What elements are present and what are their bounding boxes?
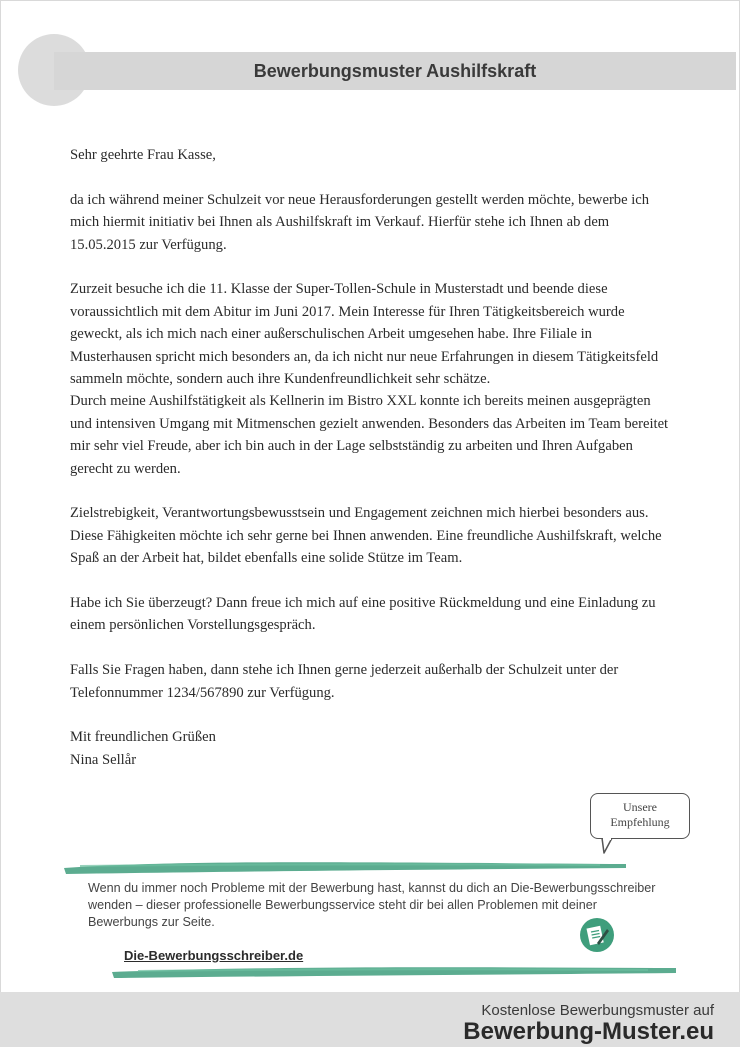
- paragraph-6: Falls Sie Fragen haben, dann stehe ich Ihnen gerne jederzeit außerhalb der Schulzeit unter der Telefonnummer 1234/567890 zur Verfügung.: [70, 662, 619, 701]
- recommendation-line-2: Empfehlung: [610, 815, 670, 829]
- paragraph-4: Zielstrebigkeit, Verantwortungsbewusstsein und Engagement zeichnen mich hierbei besonders aus. Diese Fähigkeiten möchte ich sehr gerne bei Ihnen anwenden. Eine freundliche Aushilfskraft, welche Spaß an der Arbeit hat, bildet ebenfalls eine solide Stütze im Team.: [70, 505, 662, 567]
- bubble-tail-icon: [600, 838, 614, 854]
- footer-site-name[interactable]: Bewerbung-Muster.eu: [463, 1018, 714, 1045]
- promo-text: Wenn du immer noch Probleme mit der Bewerbung hast, kannst du dich an Die-Bewerbungsschreiber wenden – dieser professionelle Bewerbungsservice steht dir bei allen Problemen mit deiner Bewerbungs zur Seite.: [88, 881, 656, 929]
- paragraph-2: Zurzeit besuche ich die 11. Klasse der Super-Tollen-Schule in Musterstadt und beende diese voraussichtlich mit dem Abitur im Juni 2017. Mein Interesse für Ihren Tätigkeitsbereich wurde geweckt, als ich mich nach einer außerschulischen Arbeit umgesehen habe. Ihre Filiale in Musterhausen spricht mich besonders an, da ich nicht nur neue Erfahrungen in diesem Tätigkeitsfeld sammeln möchte, sondern auch ihre Kundenfreundlichkeit sehr schätze.: [70, 281, 659, 388]
- pen-paper-icon: [579, 917, 615, 953]
- recommendation-bubble: [590, 793, 690, 839]
- page-title: Bewerbungsmuster Aushilfskraft: [253, 61, 537, 81]
- paragraph-1: da ich während meiner Schulzeit vor neue Herausforderungen gestellt werden möchte, bewerbe ich mich hiermit initiativ bei Ihnen als Aushilfskraft im Verkauf. Hierfür stehe ich Ihnen ab dem 15.05.2015 zur Verfügung.: [70, 191, 650, 253]
- salutation: Sehr geehrte Frau Kasse,: [70, 147, 216, 163]
- closing: Mit freundlichen Grüßen: [70, 729, 216, 746]
- recommendation-line-1: Unsere: [623, 800, 657, 814]
- paragraph-5: Habe ich Sie überzeugt? Dann freue ich mich auf eine positive Rückmeldung und eine Einladung zu einem persönlichen Vorstellungsgespräch.: [70, 595, 656, 634]
- signature-name: Nina Sellår: [70, 751, 137, 768]
- footer-tagline: Kostenlose Bewerbungsmuster auf: [481, 1002, 714, 1019]
- promo-link[interactable]: Die-Bewerbungsschreiber.de: [124, 948, 304, 963]
- paragraph-3: Durch meine Aushilfstätigkeit als Kellnerin im Bistro XXL konnte ich bereits meinen ausgeprägten und intensiven Umgang mit Mitmenschen gezielt anwenden. Besonders das Arbeiten im Team bereitet mir sehr viel Freude, aber ich bin auch in der Lage selbstständig zu arbeiten und Ihren Aufgaben gerecht zu werden.: [70, 393, 669, 477]
- letter-body: [70, 144, 670, 771]
- green-brush-stroke-bottom: [108, 962, 680, 982]
- green-brush-stroke-top: [60, 856, 630, 876]
